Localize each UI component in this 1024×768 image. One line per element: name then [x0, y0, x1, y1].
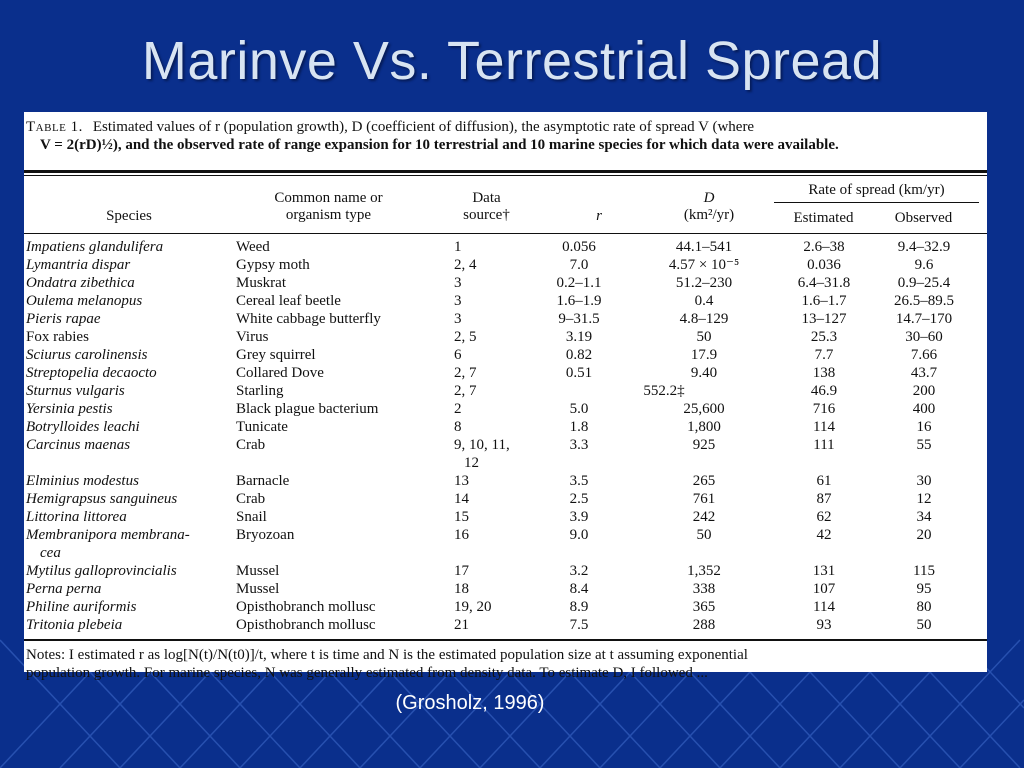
cell-species: Lymantria dispar: [26, 257, 131, 273]
cell-species: Pieris rapae: [26, 311, 101, 327]
cell-source: 1: [454, 239, 462, 255]
cell-observed: 0.9–25.4: [897, 275, 951, 291]
cell-species: Botrylloides leachi: [26, 419, 140, 435]
cell-r: 9.0: [569, 527, 589, 543]
cell-estimated: 46.9: [810, 383, 838, 399]
cell-estimated: 1.6–1.7: [801, 293, 847, 309]
top-rule: [24, 170, 987, 173]
header-observed: Observed: [894, 210, 953, 226]
cell-r: 3.19: [565, 329, 593, 345]
header-rate-group: Rate of spread (km/yr): [808, 182, 945, 198]
cell-source: 2, 7: [454, 365, 477, 381]
cell-common: Mussel: [236, 563, 280, 579]
cell-observed: 200: [912, 383, 936, 399]
cell-common: Cereal leaf beetle: [236, 293, 341, 309]
cell-observed: 95: [916, 581, 932, 597]
cell-r: 3.3: [569, 437, 589, 453]
cell-species: Philine auriformis: [26, 599, 137, 615]
cell-estimated: 62: [816, 509, 832, 525]
cell-species: Carcinus maenas: [26, 437, 131, 453]
cell-observed: 115: [913, 563, 935, 579]
cell-estimated: 131: [812, 563, 836, 579]
cell-observed: 30: [916, 473, 932, 489]
cell-estimated: 61: [816, 473, 832, 489]
cell-common: Bryozoan: [236, 527, 295, 543]
cell-r: 1.6–1.9: [556, 293, 602, 309]
cell-common: Collared Dove: [236, 365, 324, 381]
cell-d: 9.40: [690, 365, 718, 381]
cell-estimated: 93: [816, 617, 832, 633]
cell-r: 3.2: [569, 563, 589, 579]
cell-estimated: 7.7: [814, 347, 834, 363]
header-common-line-2: organism type: [285, 207, 372, 223]
table-row-continuation: [24, 544, 987, 562]
notes-line-1: Notes: I estimated r as log[N(t)/N(t0)]/t, where t is time and N is the estimated population size at t assuming exponential: [26, 647, 748, 663]
cell-estimated: 0.036: [807, 257, 841, 273]
cell-source: 2, 5: [454, 329, 477, 345]
cell-r: 0.51: [565, 365, 593, 381]
cell-r: 7.0: [569, 257, 589, 273]
cell-species: Streptopelia decaocto: [26, 365, 157, 381]
table-row: [24, 580, 987, 598]
cell-common: Muskrat: [236, 275, 286, 291]
cell-species-continuation: cea: [40, 545, 61, 561]
table-row: [24, 508, 987, 526]
cell-r: 3.5: [569, 473, 589, 489]
cell-source: 3: [454, 275, 462, 291]
cell-estimated: 13–127: [801, 311, 847, 327]
cell-species: Hemigrapsus sanguineus: [26, 491, 178, 507]
top-rule-thin: [24, 175, 987, 176]
cell-species: Elminius modestus: [26, 473, 139, 489]
cell-species: Fox rabies: [26, 329, 89, 345]
header-source-line-1: Data: [472, 190, 501, 206]
cell-species: Perna perna: [26, 581, 102, 597]
table-notes: [26, 646, 986, 682]
cell-d: 1,352: [687, 563, 721, 579]
cell-source: 21: [454, 617, 469, 633]
cell-d: 4.8–129: [679, 311, 729, 327]
cell-common: Crab: [236, 491, 266, 507]
cell-species: Tritonia plebeia: [26, 617, 123, 633]
cell-common: Opisthobranch mollusc: [236, 599, 376, 615]
cell-source: 9, 10, 11,: [454, 437, 510, 453]
table-row: [24, 526, 987, 544]
cell-source: 8: [454, 419, 462, 435]
table-row: [24, 616, 987, 634]
cell-d: 338: [692, 581, 716, 597]
table-row: [24, 598, 987, 616]
cell-observed: 20: [916, 527, 932, 543]
table-row: [24, 310, 987, 328]
cell-observed: 400: [912, 401, 936, 417]
table-row: [24, 472, 987, 490]
cell-observed: 9.4–32.9: [897, 239, 951, 255]
cell-common: Grey squirrel: [236, 347, 316, 363]
table-row: [24, 256, 987, 274]
cell-common: Crab: [236, 437, 266, 453]
cell-common: Snail: [236, 509, 267, 525]
cell-d: 265: [692, 473, 716, 489]
cell-r: 8.9: [569, 599, 589, 615]
slide-title: Marinve Vs. Terrestrial Spread: [141, 31, 883, 91]
cell-r: 5.0: [569, 401, 589, 417]
cell-common: Gypsy moth: [236, 257, 310, 273]
cell-source: 15: [454, 509, 469, 525]
cell-species: Impatiens glandulifera: [26, 239, 164, 255]
cell-estimated: 42: [816, 527, 832, 543]
cell-r: 0.82: [565, 347, 593, 363]
cell-estimated: 2.6–38: [803, 239, 845, 255]
table-row: [24, 382, 987, 400]
header-species: Species: [106, 208, 152, 224]
cell-observed: 26.5–89.5: [894, 293, 954, 309]
cell-d: 761: [692, 491, 716, 507]
cell-observed: 14.7–170: [895, 311, 953, 327]
table-row: [24, 346, 987, 364]
cell-observed: 80: [916, 599, 932, 615]
table-scan: [24, 112, 987, 681]
cell-source: 14: [454, 491, 469, 507]
cell-common: White cabbage butterfly: [236, 311, 381, 327]
cell-common: Starling: [236, 383, 284, 399]
cell-estimated: 25.3: [810, 329, 838, 345]
cell-observed: 9.6: [914, 257, 934, 273]
table-row: [24, 400, 987, 418]
cell-observed: 12: [916, 491, 932, 507]
header-source-line-2: source†: [463, 207, 510, 223]
header-estimated: Estimated: [793, 210, 854, 226]
cell-observed: 7.66: [910, 347, 938, 363]
header-r: r: [596, 208, 602, 224]
cell-estimated: 6.4–31.8: [797, 275, 851, 291]
cell-d: 242: [692, 509, 716, 525]
cell-r: 1.8: [569, 419, 589, 435]
citation: (Grosholz, 1996): [395, 692, 545, 714]
cell-source: 17: [454, 563, 469, 579]
cell-estimated: 716: [812, 401, 836, 417]
table-row: [24, 292, 987, 310]
cell-observed: 16: [916, 419, 932, 435]
table-row: [24, 274, 987, 292]
cell-species: Littorina littorea: [26, 509, 127, 525]
cell-d: 925: [692, 437, 716, 453]
cell-r: 2.5: [569, 491, 589, 507]
bottom-rule: [24, 639, 987, 641]
table-caption: [26, 118, 981, 154]
table-row: [24, 418, 987, 436]
cell-source: 2, 4: [454, 257, 477, 273]
cell-common: Tunicate: [236, 419, 288, 435]
cell-observed: 43.7: [910, 365, 938, 381]
cell-estimated: 138: [812, 365, 836, 381]
header-common-line-1: Common name or: [274, 190, 383, 206]
cell-source: 6: [454, 347, 462, 363]
cell-source: 19, 20: [454, 599, 492, 615]
cell-r: 3.9: [569, 509, 589, 525]
notes-line-2: population growth. For marine species, N was generally estimated from density data. To estimate D, I followed ...: [26, 665, 708, 681]
table-row: [24, 328, 987, 346]
cell-d: 50: [696, 527, 712, 543]
cell-estimated: 111: [813, 437, 835, 453]
cell-d: 25,600: [683, 401, 725, 417]
table-label: Table 1.: [26, 119, 83, 135]
cell-common: Opisthobranch mollusc: [236, 617, 376, 633]
cell-common: Mussel: [236, 581, 280, 597]
cell-r: 8.4: [569, 581, 589, 597]
cell-common: Black plague bacterium: [236, 401, 379, 417]
cell-r: 0.2–1.1: [556, 275, 602, 291]
cell-species: Oulema melanopus: [26, 293, 143, 309]
cell-source: 13: [454, 473, 469, 489]
header-rule: [24, 233, 987, 234]
table-row: [24, 238, 987, 256]
table-row: [24, 364, 987, 382]
cell-source: 3: [454, 311, 462, 327]
cell-r: 7.5: [569, 617, 589, 633]
table-row-continuation: [24, 454, 987, 472]
cell-species: Sciurus carolinensis: [26, 347, 148, 363]
cell-species: Mytilus galloprovincialis: [26, 563, 177, 579]
cell-species: Ondatra zibethica: [26, 275, 135, 291]
cell-source: 3: [454, 293, 462, 309]
cell-source-continuation: 12: [464, 455, 479, 471]
cell-d: 4.57 × 10⁻⁵: [668, 257, 740, 273]
cell-common: Virus: [236, 329, 269, 345]
cell-common: Barnacle: [236, 473, 290, 489]
cell-observed: 55: [916, 437, 932, 453]
cell-observed: 34: [916, 509, 932, 525]
rate-group-rule: [774, 202, 979, 203]
cell-d: 1,800: [687, 419, 721, 435]
cell-estimated: 87: [816, 491, 832, 507]
cell-d: 288: [692, 617, 716, 633]
cell-species: Sturnus vulgaris: [26, 383, 125, 399]
header-source: [444, 190, 529, 224]
cell-estimated: 114: [813, 599, 835, 615]
caption-line-2: V = 2(rD)½), and the observed rate of range expansion for 10 terrestrial and 10 marine species for which data were available.: [40, 137, 839, 153]
cell-common: Weed: [236, 239, 270, 255]
cell-source: 2: [454, 401, 462, 417]
table-row: [24, 490, 987, 508]
cell-d: 50: [696, 329, 712, 345]
header-d-line-2: (km²/yr): [683, 207, 735, 223]
cell-source: 16: [454, 527, 469, 543]
cell-d: 51.2–230: [675, 275, 733, 291]
cell-d: 365: [692, 599, 716, 615]
cell-r: 0.056: [562, 239, 596, 255]
cell-source: 18: [454, 581, 469, 597]
cell-d: 17.9: [690, 347, 718, 363]
cell-r: 9–31.5: [558, 311, 600, 327]
header-d-line-1: D: [703, 190, 715, 206]
table-row: [24, 562, 987, 580]
cell-estimated: 107: [812, 581, 836, 597]
header-d: [664, 190, 754, 224]
cell-species: Yersinia pestis: [26, 401, 113, 417]
cell-observed: 50: [916, 617, 932, 633]
cell-d: 0.4: [694, 293, 714, 309]
cell-estimated: 114: [813, 419, 835, 435]
header-common: [236, 190, 421, 224]
cell-d: 44.1–541: [675, 239, 733, 255]
cell-observed: 30–60: [905, 329, 943, 345]
caption-line-1: Estimated values of r (population growth), D (coefficient of diffusion), the asymptotic rate of spread V (where: [92, 119, 755, 135]
cell-species: Membranipora membrana-: [26, 527, 190, 543]
cell-source: 2, 7: [454, 383, 477, 399]
table-row: [24, 436, 987, 454]
cell-d: 552.2‡: [643, 383, 685, 399]
